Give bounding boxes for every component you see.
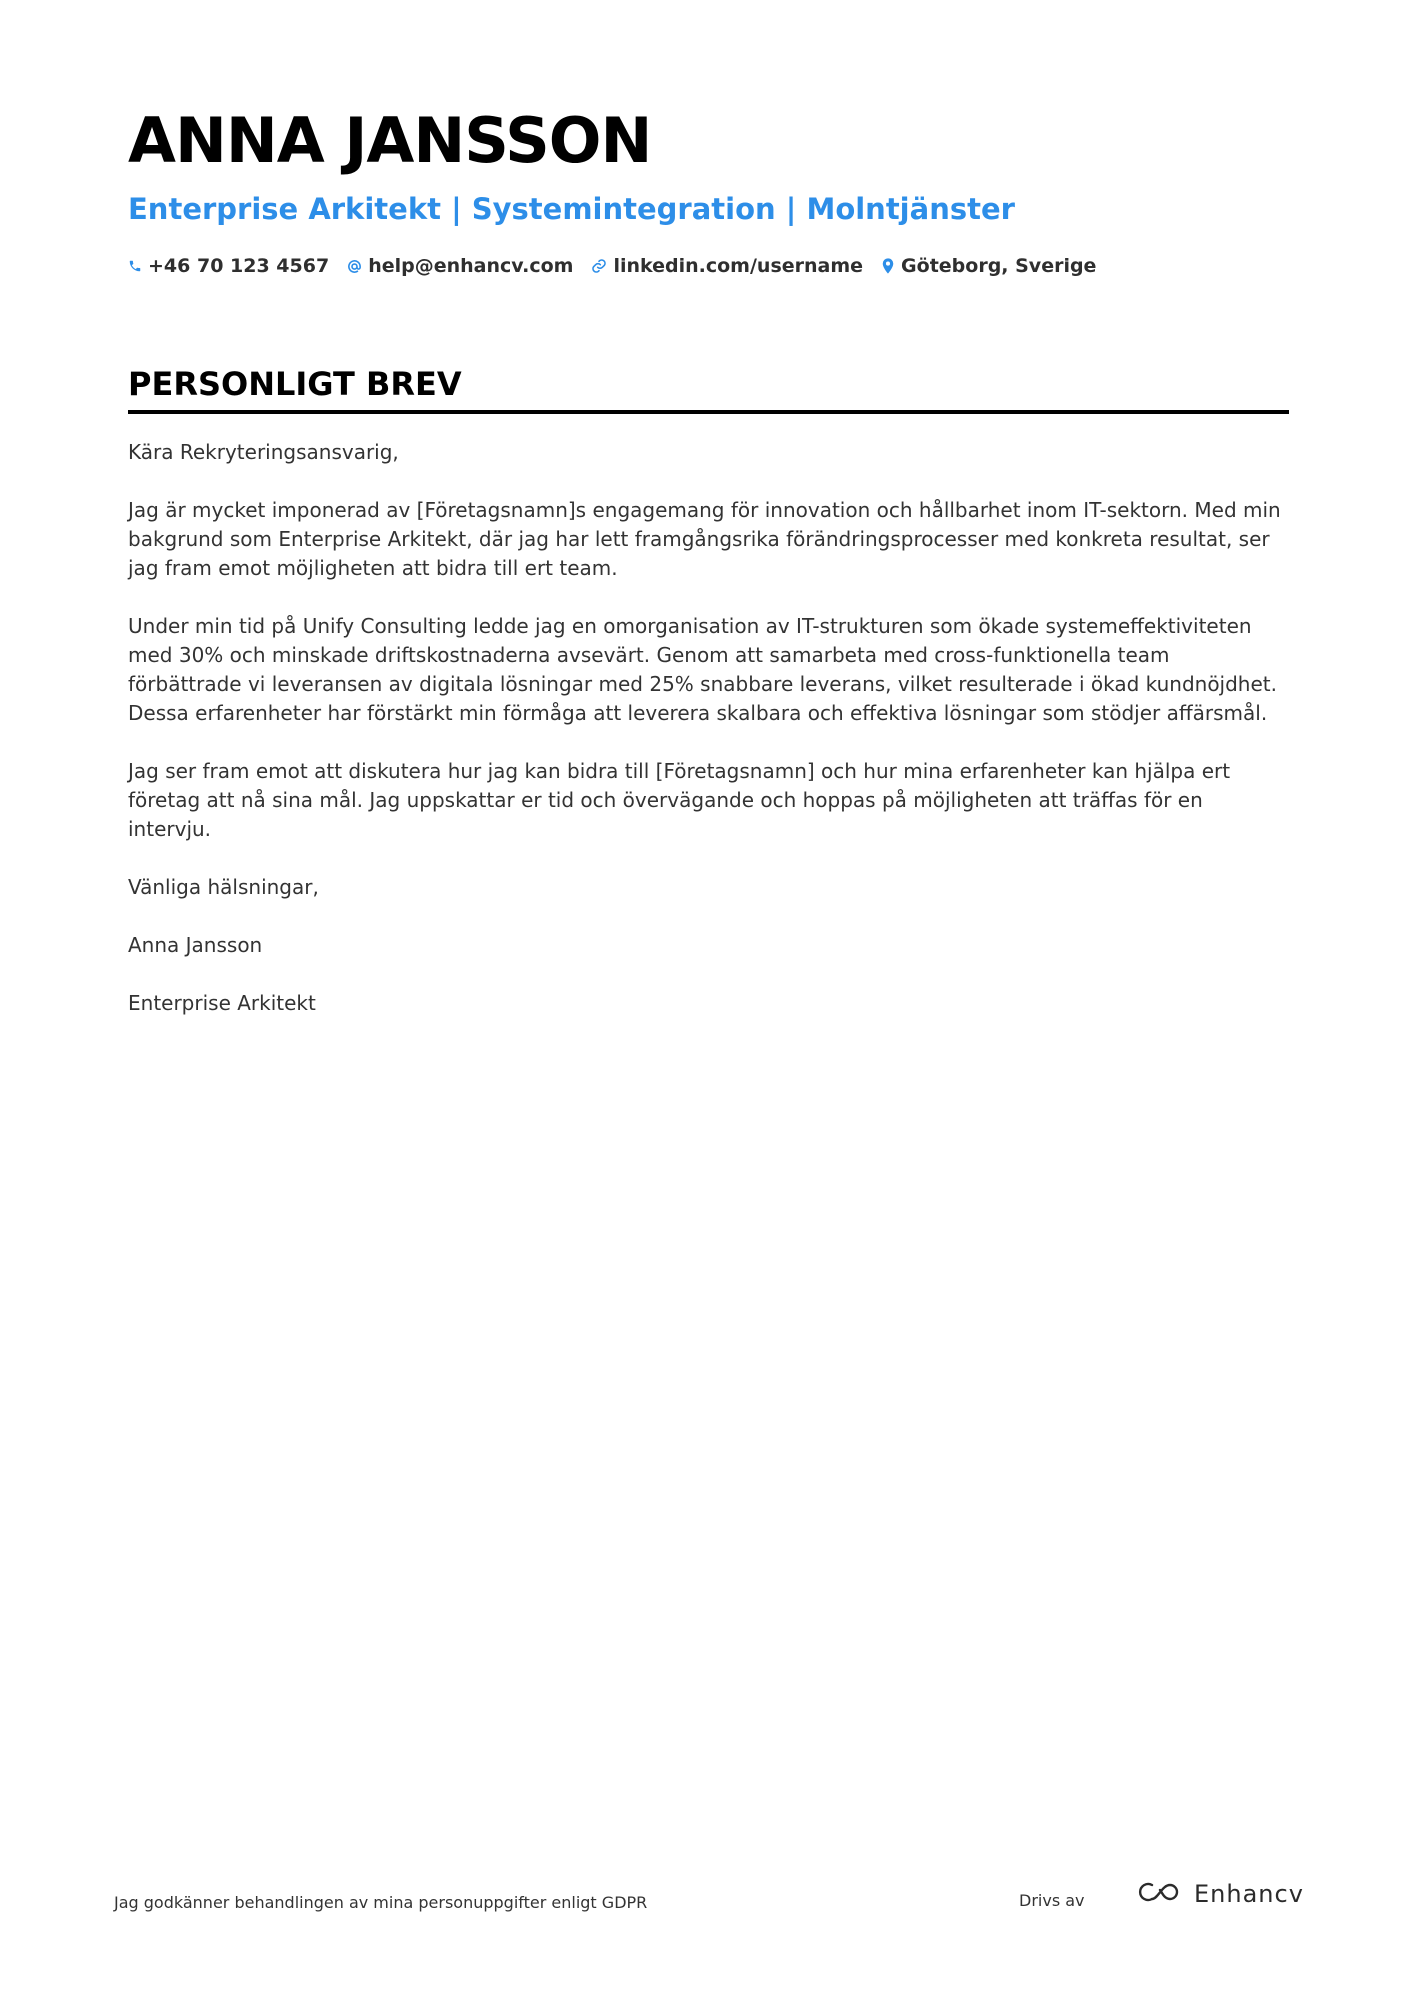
letter-paragraph: Under min tid på Unify Consulting ledde jag en omorganisation av IT-strukturen som ökade systemeffektiviteten med 30% och minskade driftskostnaderna avsevärt. Genom att samarbeta med cross-funktionella team förbättrade vi leveransen av digitala lösningar med 25% snabbare leverans, vilket resulterade i ökad kundnöjdhet. Dessa erfarenheter har förstärkt min förmåga att leverera skalbara och effektiva lösningar som stödjer affärsmål. (128, 614, 1277, 725)
location-pin-icon (881, 258, 895, 275)
contact-linkedin[interactable] (591, 255, 863, 277)
phone-text: +46 70 123 4567 (148, 255, 330, 277)
letter-greeting: Kära Rekryteringsansvarig, (128, 440, 399, 464)
contact-email[interactable] (347, 255, 573, 277)
letter-paragraph: Jag ser fram emot att diskutera hur jag kan bidra till [Företagsnamn] och hur mina erfarenheter kan hjälpa ert företag att nå sina mål. Jag uppskattar er tid och övervägande och hoppas på möjligheten att träffas för en intervju. (128, 759, 1231, 841)
section-title: PERSONLIGT BREV (128, 365, 462, 403)
linkedin-text: linkedin.com/username (613, 255, 864, 277)
powered-by-label: Drivs av (1019, 1891, 1085, 1910)
signature-title: Enterprise Arkitekt (128, 991, 316, 1015)
letter-closing: Vänliga hälsningar, (128, 875, 319, 899)
enhancv-logo-icon (1138, 1880, 1184, 1908)
contact-location (881, 255, 1096, 277)
brand-logo[interactable] (1138, 1880, 1304, 1908)
letter-body (128, 438, 1289, 1047)
letter-paragraph: Jag är mycket imponerad av [Företagsnamn]s engagemang för innovation och hållbarhet inom IT-sektorn. Med min bakgrund som Enterprise Arkitekt, där jag har lett framgångsrika förändringsprocesser med konkreta resultat, ser jag fram emot möjligheten att bidra till ert team. (128, 498, 1281, 580)
at-icon (347, 259, 362, 274)
candidate-name: ANNA JANSSON (128, 104, 652, 177)
phone-icon (128, 258, 142, 274)
contact-phone (128, 255, 329, 277)
section-divider (128, 410, 1289, 414)
email-text: help@enhancv.com (368, 255, 574, 277)
location-text: Göteborg, Sverige (901, 255, 1097, 277)
contact-list (128, 255, 1096, 277)
candidate-headline: Enterprise Arkitekt | Systemintegration | Molntjänster (128, 192, 1015, 226)
signature-name: Anna Jansson (128, 933, 263, 957)
brand-name: Enhancv (1194, 1880, 1304, 1908)
link-icon (591, 258, 607, 274)
gdpr-consent: Jag godkänner behandlingen av mina personuppgifter enligt GDPR (114, 1893, 648, 1912)
